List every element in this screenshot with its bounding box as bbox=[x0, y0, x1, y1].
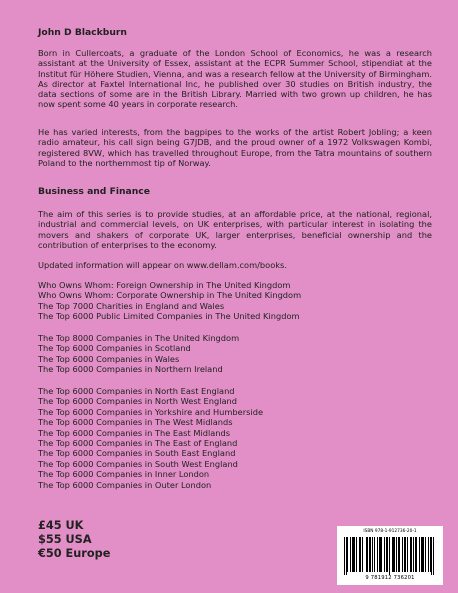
barcode-bar bbox=[346, 537, 347, 575]
barcode-bar bbox=[387, 537, 388, 572]
list-item: Who Owns Whom: Corporate Ownership in The United Kingdom bbox=[38, 290, 302, 301]
barcode-bar bbox=[352, 537, 353, 572]
list-item: The Top 6000 Companies in Scotland bbox=[38, 343, 191, 354]
list-item: The Top 6000 Companies in Outer London bbox=[38, 479, 212, 490]
author-name: John D Blackburn bbox=[38, 27, 127, 38]
list-item: The Top 6000 Companies in The West Midlands bbox=[38, 417, 233, 428]
barcode-bar bbox=[393, 537, 394, 572]
updated-info: Updated information will appear on www.dellam.com/books. bbox=[38, 260, 287, 270]
barcode-digits: 9 781912 736201 bbox=[365, 575, 415, 581]
barcode-bar bbox=[367, 537, 368, 572]
book-list-nations bbox=[38, 333, 239, 375]
barcode-bar bbox=[377, 537, 378, 572]
barcode-bar bbox=[392, 537, 393, 572]
barcode-bar bbox=[353, 537, 354, 572]
price-usa: $55 USA bbox=[38, 533, 92, 546]
series-heading: Business and Finance bbox=[38, 186, 150, 197]
price-europe: €50 Europe bbox=[38, 547, 111, 560]
barcode-bar bbox=[380, 537, 381, 572]
barcode-image bbox=[344, 537, 436, 575]
barcode-bar bbox=[404, 537, 405, 572]
isbn-label: ISBN 978-1-912736-20-1 bbox=[363, 529, 417, 534]
list-item: The Top 8000 Companies in The United Kingdom bbox=[38, 333, 240, 343]
series-aim: The aim of this series is to provide studies, at an affordable price, at the national, regional, industrial and commercial levels, on UK enterprises, with particular interest in isolating the movers and shakers of corporate UK, larger enterprises, beneficial ownership and the contribution of enterprises to the economy. bbox=[38, 209, 432, 250]
barcode-bar bbox=[356, 537, 357, 572]
barcode-bar bbox=[369, 537, 370, 572]
price-uk: £45 UK bbox=[38, 519, 84, 532]
book-list-ownership bbox=[38, 280, 301, 322]
barcode-bar bbox=[379, 537, 380, 572]
barcode-bar bbox=[350, 537, 351, 572]
barcode-bar bbox=[394, 537, 395, 572]
barcode-bar bbox=[423, 537, 424, 572]
barcode-bar bbox=[413, 537, 414, 572]
barcode-bar bbox=[370, 537, 371, 572]
list-item: The Top 6000 Companies in North East England bbox=[38, 386, 235, 396]
barcode-bar bbox=[422, 537, 423, 572]
barcode-bar bbox=[428, 537, 429, 572]
barcode-bar bbox=[405, 537, 406, 572]
barcode-bar bbox=[386, 537, 387, 572]
author-bio: Born in Cullercoats, a graduate of the London School of Economics, he was a research assistant at the University of Essex, assistant at the ECPR Summer School, stipendiat at the Institut für Höhere Studien, Vienna, and was a research fellow at the University of Birmingham. As director at Faxtel International Inc, he published over 30 studies on British industry, the data sections of some are in the British Library. Married with two grown up children, he has now spent some 40 years in corporate research. bbox=[38, 48, 432, 110]
barcode-bar bbox=[419, 537, 420, 572]
list-item: The Top 6000 Companies in South East England bbox=[38, 448, 236, 459]
barcode-bar bbox=[344, 537, 345, 575]
barcode-bar bbox=[433, 537, 434, 575]
barcode-bar bbox=[381, 537, 382, 572]
list-item: The Top 6000 Public Limited Companies in The United Kingdom bbox=[38, 311, 300, 322]
barcode-bar bbox=[366, 537, 367, 572]
list-item: The Top 7000 Charities in England and Wales bbox=[38, 300, 225, 311]
barcode-bar bbox=[410, 537, 411, 572]
barcode-bar bbox=[347, 537, 348, 572]
list-item: The Top 6000 Companies in Wales bbox=[38, 353, 180, 364]
book-list-regions bbox=[38, 386, 263, 490]
barcode-bar bbox=[425, 537, 426, 572]
barcode-bar bbox=[362, 537, 363, 572]
barcode-bar bbox=[360, 537, 361, 572]
list-item: The Top 6000 Companies in South West England bbox=[38, 458, 238, 469]
barcode-bar bbox=[430, 537, 431, 572]
barcode-bar bbox=[431, 537, 432, 575]
barcode-bar bbox=[399, 537, 400, 572]
list-item: The Top 6000 Companies in The East of England bbox=[38, 438, 238, 449]
barcode-bar bbox=[396, 537, 397, 572]
barcode-bar bbox=[354, 537, 355, 572]
list-item: The Top 6000 Companies in North West England bbox=[38, 396, 238, 407]
barcode-box bbox=[337, 526, 443, 585]
barcode-bar bbox=[398, 537, 399, 572]
barcode-bar bbox=[389, 537, 390, 575]
price-list bbox=[38, 519, 110, 561]
list-item: The Top 6000 Companies in Northern Ireland bbox=[38, 364, 223, 375]
barcode-bar bbox=[411, 537, 412, 572]
barcode-bar bbox=[415, 537, 416, 572]
barcode-bar bbox=[421, 537, 422, 572]
barcode-bar bbox=[372, 537, 373, 572]
barcode-bar bbox=[384, 537, 385, 572]
list-item: Who Owns Whom: Foreign Ownership in The United Kingdom bbox=[38, 280, 291, 290]
barcode-bar bbox=[359, 537, 360, 572]
barcode-bar bbox=[416, 537, 417, 572]
list-item: The Top 6000 Companies in Inner London bbox=[38, 469, 210, 480]
list-item: The Top 6000 Companies in Yorkshire and Humberside bbox=[38, 406, 264, 417]
barcode-bar bbox=[407, 537, 408, 572]
barcode-bar bbox=[374, 537, 375, 572]
author-interests: He has varied interests, from the bagpipes to the works of the artist Robert Jobling; a keen radio amateur, his call sign being G7JDB, and the proud owner of a 1972 Volkswagen Kombi, registered 8VW, which has travelled throughout Europe, from the Tatra mountains of southern Poland to the northernmost tip of Norway. bbox=[38, 127, 432, 168]
list-item: The Top 6000 Companies in The East Midlands bbox=[38, 427, 231, 438]
barcode-bar bbox=[402, 537, 403, 572]
